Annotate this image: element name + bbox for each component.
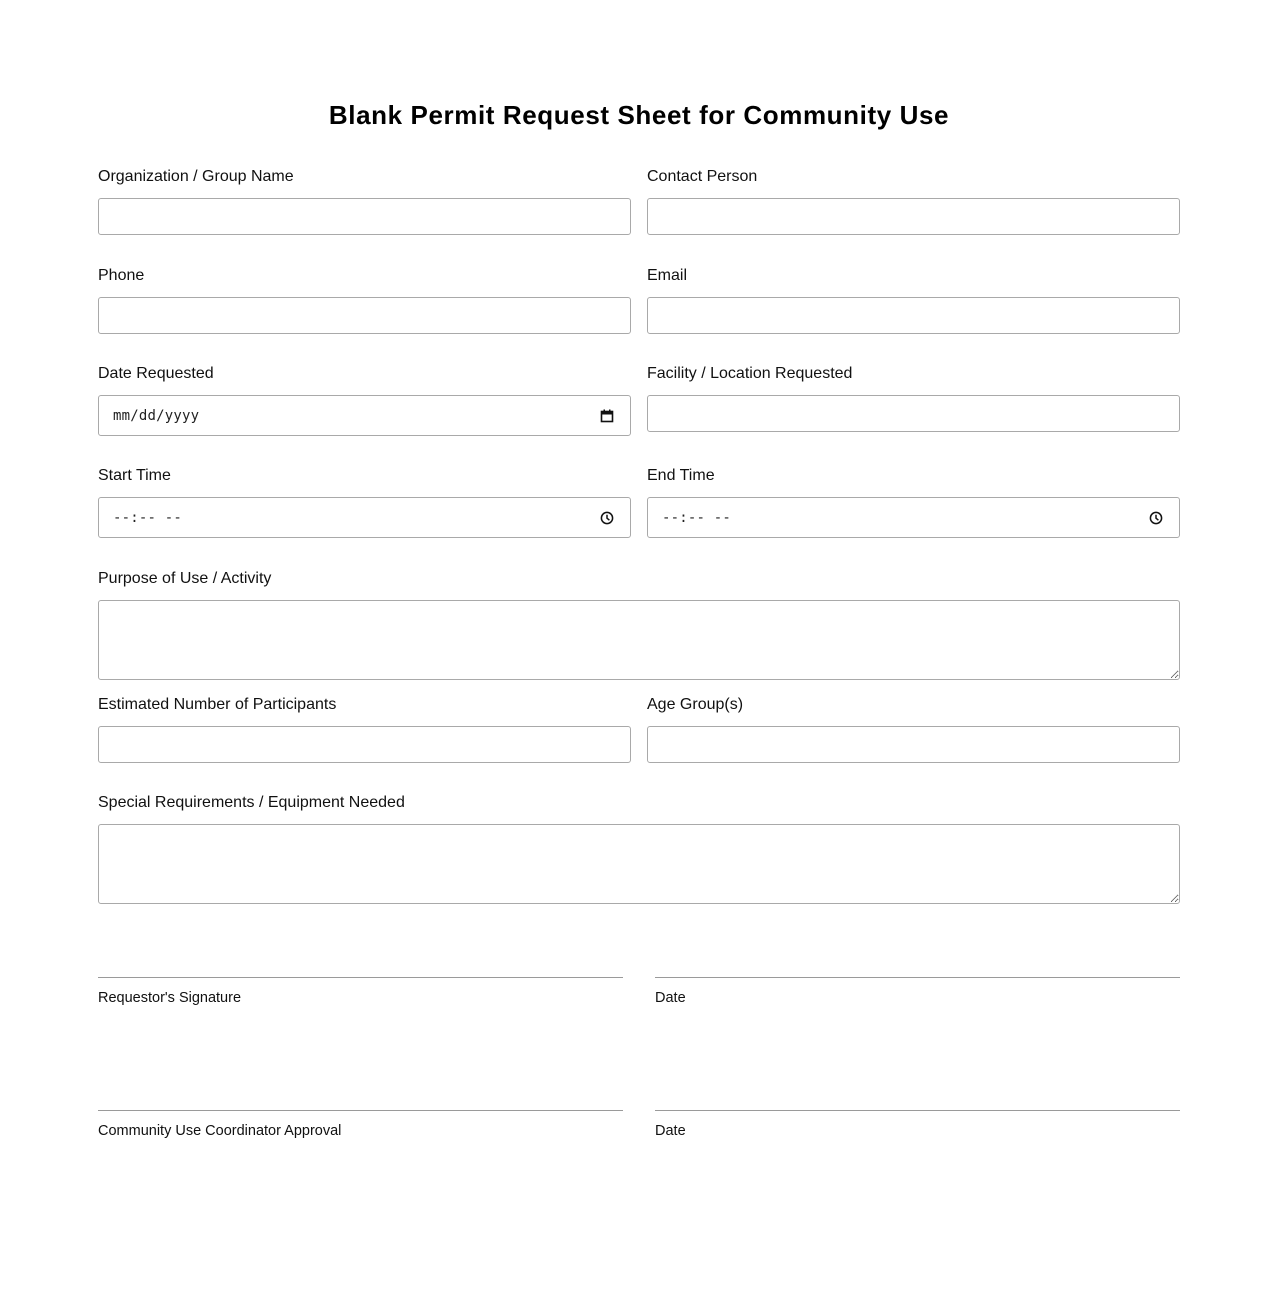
coordinator-approval-label: Community Use Coordinator Approval (98, 1123, 342, 1139)
date-requested-field-group (98, 364, 631, 436)
age-groups-field-group (647, 695, 1180, 763)
contact-person-label: Contact Person (647, 168, 758, 185)
phone-input[interactable] (98, 297, 631, 334)
facility-label: Facility / Location Requested (647, 365, 853, 382)
facility-input[interactable] (647, 395, 1180, 432)
requestor-date-label: Date (655, 990, 686, 1006)
requestor-signature-line[interactable] (98, 977, 623, 978)
participants-input[interactable] (98, 726, 631, 763)
age-groups-input[interactable] (647, 726, 1180, 763)
requestor-date-block (655, 977, 1180, 1007)
purpose-textarea[interactable] (98, 600, 1180, 680)
start-time-label: Start Time (98, 467, 171, 484)
purpose-label: Purpose of Use / Activity (98, 570, 272, 587)
date-requested-input[interactable] (98, 395, 631, 436)
special-requirements-label: Special Requirements / Equipment Needed (98, 794, 405, 811)
end-time-field-group (647, 466, 1180, 538)
coordinator-approval-block (98, 1110, 623, 1140)
coordinator-date-label: Date (655, 1123, 686, 1139)
coordinator-date-line[interactable] (655, 1110, 1180, 1111)
end-time-input[interactable] (647, 497, 1180, 538)
participants-label: Estimated Number of Participants (98, 696, 337, 713)
start-time-field-group (98, 466, 631, 538)
requestor-date-line[interactable] (655, 977, 1180, 978)
organization-label: Organization / Group Name (98, 168, 294, 185)
phone-label: Phone (98, 267, 145, 284)
special-requirements-field-group (98, 793, 1180, 904)
clock-icon[interactable] (1149, 511, 1163, 525)
end-time-placeholder: --:-- -- (662, 509, 732, 526)
clock-icon[interactable] (600, 511, 614, 525)
phone-field-group (98, 266, 631, 334)
date-requested-label: Date Requested (98, 365, 214, 382)
page-title: Blank Permit Request Sheet for Community Use (328, 100, 950, 130)
coordinator-approval-line[interactable] (98, 1110, 623, 1111)
start-time-placeholder: --:-- -- (113, 509, 183, 526)
facility-field-group (647, 364, 1180, 432)
age-groups-label: Age Group(s) (647, 696, 744, 713)
special-requirements-textarea[interactable] (98, 824, 1180, 904)
contact-person-input[interactable] (647, 198, 1180, 235)
requestor-signature-label: Requestor's Signature (98, 990, 242, 1006)
participants-field-group (98, 695, 631, 763)
date-placeholder: mm/dd/yyyy (113, 407, 200, 424)
organization-field-group (98, 167, 631, 235)
contact-person-field-group (647, 167, 1180, 235)
calendar-icon[interactable] (600, 409, 614, 423)
start-time-input[interactable] (98, 497, 631, 538)
purpose-field-group (98, 569, 1180, 680)
email-label: Email (647, 267, 688, 284)
organization-input[interactable] (98, 198, 631, 235)
end-time-label: End Time (647, 467, 715, 484)
email-field-group (647, 266, 1180, 334)
coordinator-date-block (655, 1110, 1180, 1140)
email-input[interactable] (647, 297, 1180, 334)
requestor-signature-block (98, 977, 623, 1007)
